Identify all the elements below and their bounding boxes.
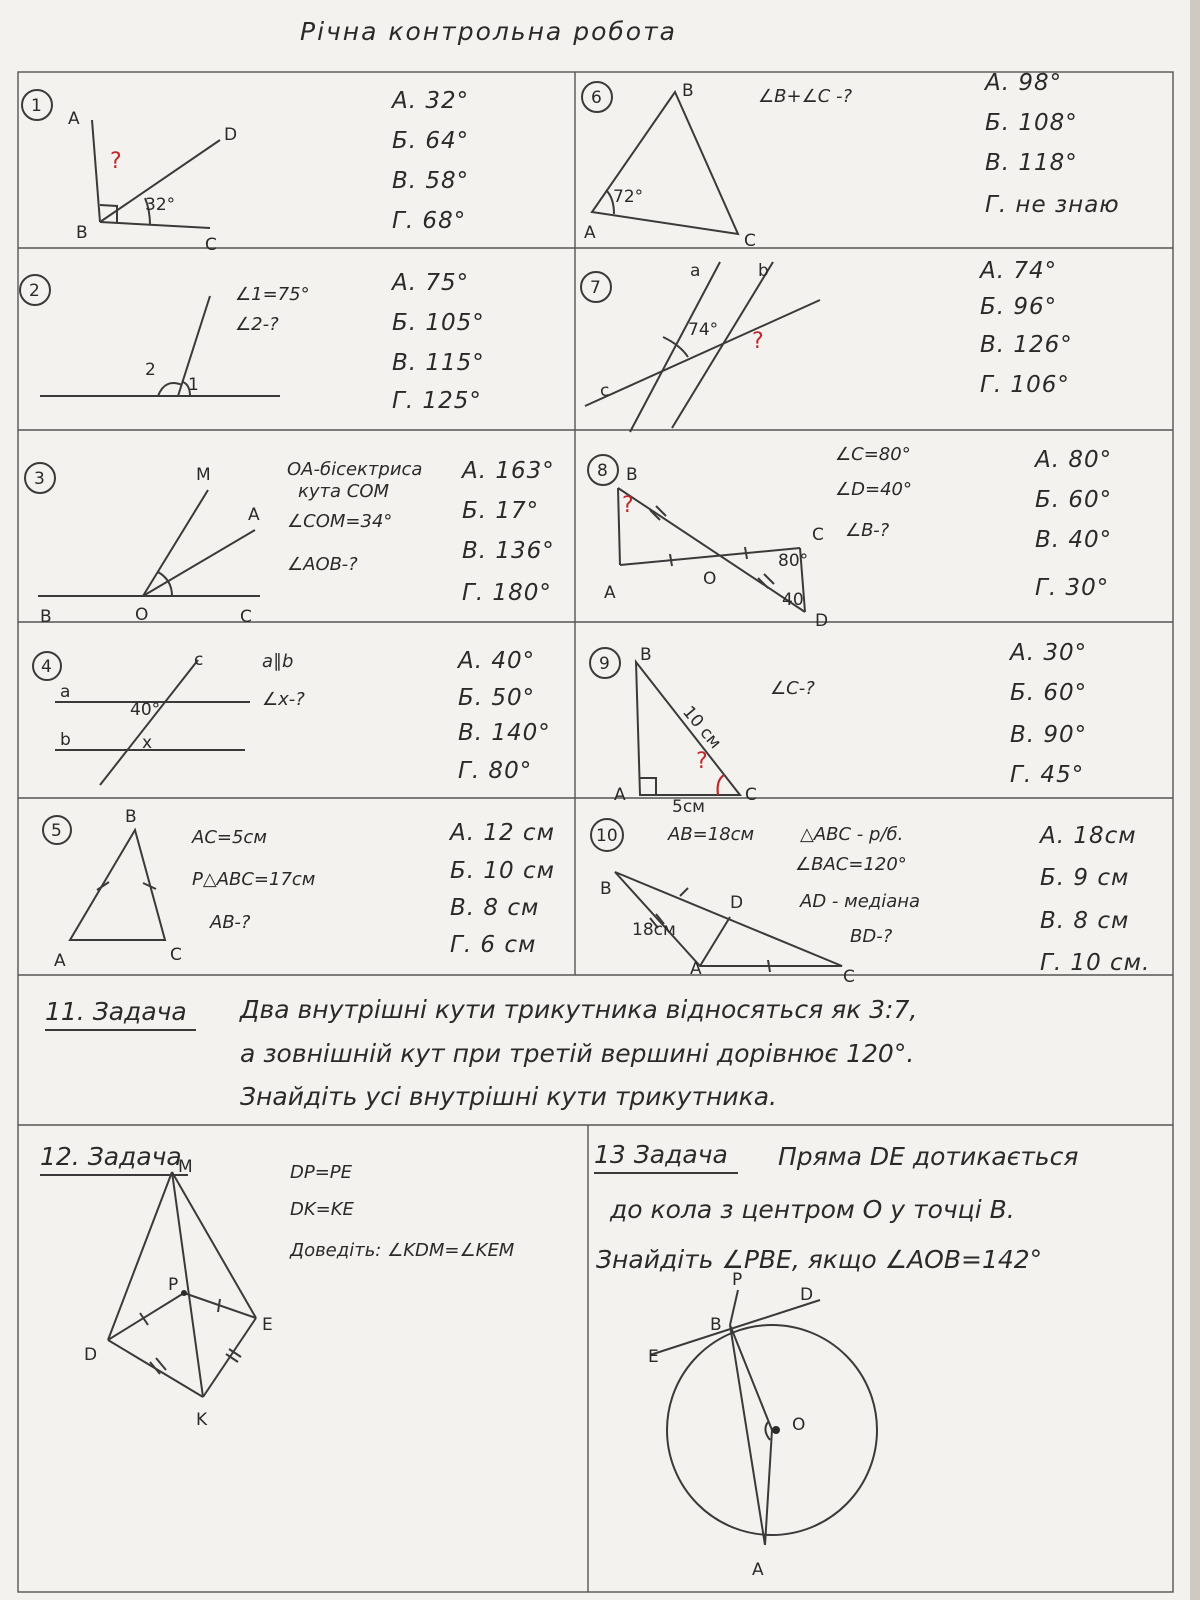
answer-option[interactable]: А. 12 см — [450, 820, 555, 846]
answer-option[interactable]: В. 90° — [1010, 722, 1088, 748]
condition-line: ∠2-? — [235, 314, 279, 335]
condition-line: ∠D=40° — [835, 479, 912, 500]
answer-option[interactable]: Г. 45° — [1010, 762, 1085, 788]
line-label: b — [60, 730, 71, 750]
angle-label: x — [142, 733, 153, 753]
exercise-number: 4 — [41, 657, 52, 677]
point-label: A — [54, 951, 66, 971]
answer-option[interactable]: В. 136° — [462, 538, 555, 564]
point-label: E — [648, 1347, 659, 1367]
unknown-mark: ? — [752, 329, 764, 354]
task-text-line: DP=PE — [290, 1162, 353, 1183]
answer-option[interactable]: Б. 64° — [392, 128, 470, 154]
task-text-line: до кола з центром О у точці В. — [610, 1195, 1015, 1224]
answer-option[interactable]: Г. 30° — [1035, 575, 1110, 601]
task-text-line: Знайдіть усі внутрішні кути трикутника. — [240, 1082, 777, 1111]
angle-label: 1 — [188, 375, 199, 395]
exercise-number: 3 — [34, 469, 45, 489]
answer-option[interactable]: А. 40° — [458, 648, 536, 674]
point-label: M — [196, 465, 211, 485]
point-label: A — [604, 583, 616, 603]
answer-option[interactable]: В. 115° — [392, 350, 485, 376]
answer-option[interactable]: Б. 50° — [458, 685, 536, 711]
condition-line: ∠AOB-? — [287, 554, 358, 575]
answer-options — [390, 88, 469, 234]
unknown-mark: ? — [696, 749, 708, 774]
answer-option[interactable]: Г. 68° — [392, 208, 467, 234]
point-label: E — [262, 1315, 273, 1335]
point-label: A — [248, 505, 260, 525]
task-label: 13 Задача — [594, 1140, 728, 1169]
condition-line: ∠C-? — [770, 678, 815, 699]
point-label: D — [800, 1285, 814, 1305]
answer-options — [983, 70, 1120, 218]
condition-line: ∠B-? — [845, 520, 890, 541]
point-label: B — [40, 607, 52, 627]
point-label: P — [732, 1270, 743, 1290]
point-label: C — [812, 525, 824, 545]
point-label: A — [614, 785, 626, 805]
line-label: a — [690, 261, 701, 281]
exercise-6 — [582, 70, 1120, 251]
line-label: b — [758, 261, 769, 281]
point-label: B — [640, 645, 652, 665]
answer-options — [978, 258, 1073, 398]
point-label: C — [745, 785, 757, 805]
point-label: D — [224, 125, 238, 145]
condition-line: ∠1=75° — [235, 284, 310, 305]
task-text-line: DK=KE — [290, 1199, 354, 1220]
answer-option[interactable]: Г. 180° — [462, 580, 552, 606]
unknown-mark: ? — [110, 149, 122, 174]
answer-options — [1008, 640, 1087, 788]
exercise-number: 7 — [590, 278, 601, 298]
exercise-9 — [590, 640, 1087, 817]
angle-label: 40° — [130, 700, 161, 720]
answer-options — [1033, 447, 1112, 601]
condition-line: OA-бісектриса — [287, 459, 423, 480]
exercise-5 — [43, 807, 555, 971]
answer-option[interactable]: В. 8 см — [450, 895, 540, 921]
point-label: B — [125, 807, 137, 827]
point-label: P — [168, 1275, 179, 1295]
answer-option[interactable]: А. 30° — [1010, 640, 1088, 666]
answer-option[interactable]: В. 40° — [1035, 527, 1113, 553]
exercise-number: 10 — [596, 826, 618, 846]
answer-option[interactable]: В. 126° — [980, 332, 1073, 358]
angle-label: 74° — [688, 320, 719, 340]
side-label: 5см — [672, 797, 705, 817]
exercise-number: 1 — [31, 96, 42, 116]
answer-option[interactable]: А. 75° — [392, 270, 470, 296]
condition-line: △ABC - р/б. — [800, 824, 904, 845]
point-label: B — [682, 81, 694, 101]
answer-option[interactable]: Г. не знаю — [985, 192, 1120, 218]
condition-line: BD-? — [850, 926, 893, 947]
task-11 — [45, 995, 917, 1111]
answer-option[interactable]: Б. 105° — [392, 310, 485, 336]
answer-option[interactable]: А. 163° — [462, 458, 555, 484]
point-label: B — [600, 879, 612, 899]
answer-options — [448, 820, 555, 958]
condition-line: ∠C=80° — [835, 444, 911, 465]
side-label: 18см — [632, 920, 676, 940]
point-label: O — [135, 605, 149, 625]
answer-option[interactable]: Б. 96° — [980, 294, 1058, 320]
side-label: 10 см — [678, 702, 726, 753]
answer-option[interactable]: В. 118° — [985, 150, 1078, 176]
answer-options — [1038, 823, 1150, 976]
answer-options — [390, 270, 485, 414]
exercise-8 — [588, 444, 1112, 631]
point-label: O — [703, 569, 717, 589]
answer-option[interactable]: А. 18см — [1040, 823, 1137, 849]
angle-label: 72° — [613, 187, 644, 207]
condition-line: ∠B+∠C -? — [758, 86, 853, 107]
point-label: C — [240, 607, 252, 627]
exercise-number: 6 — [591, 88, 602, 108]
answer-option[interactable]: Б. 60° — [1010, 680, 1088, 706]
exercise-2 — [20, 270, 485, 414]
task-text-line: а зовнішній кут при третій вершині дорівнює 120°. — [240, 1039, 915, 1068]
point-label: D — [84, 1345, 98, 1365]
condition-line: кута COM — [298, 481, 390, 502]
answer-option[interactable]: Б. 17° — [462, 498, 540, 524]
condition-line: AD - медіана — [800, 891, 921, 912]
line-label: c — [194, 650, 204, 670]
point-label: A — [68, 109, 80, 129]
answer-option[interactable]: В. 8 см — [1040, 908, 1130, 934]
condition-line: ∠COM=34° — [287, 511, 393, 532]
point-label: C — [744, 231, 756, 251]
point-label: C — [205, 235, 217, 255]
line-label: a — [60, 682, 71, 702]
exercise-3 — [25, 458, 555, 627]
task-12 — [40, 1142, 515, 1430]
condition-line: AB-? — [210, 912, 251, 933]
condition-line: a∥b — [262, 651, 294, 672]
point-label: C — [843, 967, 855, 987]
point-label: B — [76, 223, 88, 243]
answer-option[interactable]: А. 32° — [392, 88, 470, 114]
answer-option[interactable]: А. 74° — [980, 258, 1058, 284]
answer-option[interactable]: А. 98° — [985, 70, 1063, 96]
answer-option[interactable]: Б. 108° — [985, 110, 1078, 136]
angle-label: 40 — [782, 590, 804, 610]
point-label: C — [170, 945, 182, 965]
answer-option[interactable]: Б. 9 см — [1040, 865, 1130, 891]
exercise-number: 9 — [599, 654, 610, 674]
exercise-number: 8 — [597, 461, 608, 481]
condition-line: ∠BAC=120° — [795, 854, 907, 875]
task-text-line: Два внутрішні кути трикутника відносяться як 3:7, — [240, 995, 918, 1024]
task-text-line: Знайдіть ∠PBE, якщо ∠AOB=142° — [596, 1245, 1043, 1274]
answer-option[interactable]: В. 58° — [392, 168, 470, 194]
task-label: 11. Задача — [45, 997, 187, 1026]
condition-line: ∠x-? — [262, 689, 305, 710]
task-13 — [594, 1140, 1078, 1580]
angle-label: 2 — [145, 360, 156, 380]
answer-option[interactable]: Б. 10 см — [450, 858, 555, 884]
point-label: A — [690, 959, 702, 979]
task-text-line: Доведіть: ∠KDM=∠KEM — [290, 1240, 515, 1261]
answer-option[interactable]: Г. 6 см — [450, 932, 537, 958]
angle-label: 80° — [778, 551, 809, 571]
condition-line: P△ABC=17см — [192, 869, 316, 890]
exercise-10 — [591, 819, 1150, 987]
answer-option[interactable]: Б. 60° — [1035, 487, 1113, 513]
point-label: B — [626, 465, 638, 485]
answer-option[interactable]: В. 140° — [458, 720, 551, 746]
point-label: D — [730, 893, 744, 913]
point-label: K — [196, 1410, 208, 1430]
answer-option[interactable]: Г. 80° — [458, 758, 533, 784]
task-text-line: Пряма DE дотикається — [778, 1142, 1079, 1171]
point-label: A — [752, 1560, 764, 1580]
line-label: c — [600, 381, 610, 401]
answer-options — [460, 458, 555, 606]
point-label: D — [815, 611, 829, 631]
exercise-7 — [581, 258, 1073, 432]
answer-options — [456, 648, 551, 784]
point-label: A — [584, 223, 596, 243]
condition-line: AB=18см — [668, 824, 755, 845]
unknown-mark: ? — [622, 493, 634, 518]
page-title: Річна контрольна робота — [300, 17, 677, 46]
point-label: B — [710, 1315, 722, 1335]
condition-line: AC=5см — [192, 827, 267, 848]
task-label: 12. Задача — [40, 1142, 182, 1171]
exercise-4 — [33, 648, 551, 785]
exercise-1 — [22, 88, 469, 255]
answer-option[interactable]: А. 80° — [1035, 447, 1113, 473]
exercise-number: 2 — [29, 281, 40, 301]
angle-label: 32° — [145, 195, 176, 215]
answer-option[interactable]: Г. 125° — [392, 388, 482, 414]
answer-option[interactable]: Г. 106° — [980, 372, 1070, 398]
point-label: M — [178, 1157, 193, 1177]
exercise-number: 5 — [51, 821, 62, 841]
point-label: O — [792, 1415, 806, 1435]
answer-option[interactable]: Г. 10 см. — [1040, 950, 1151, 976]
